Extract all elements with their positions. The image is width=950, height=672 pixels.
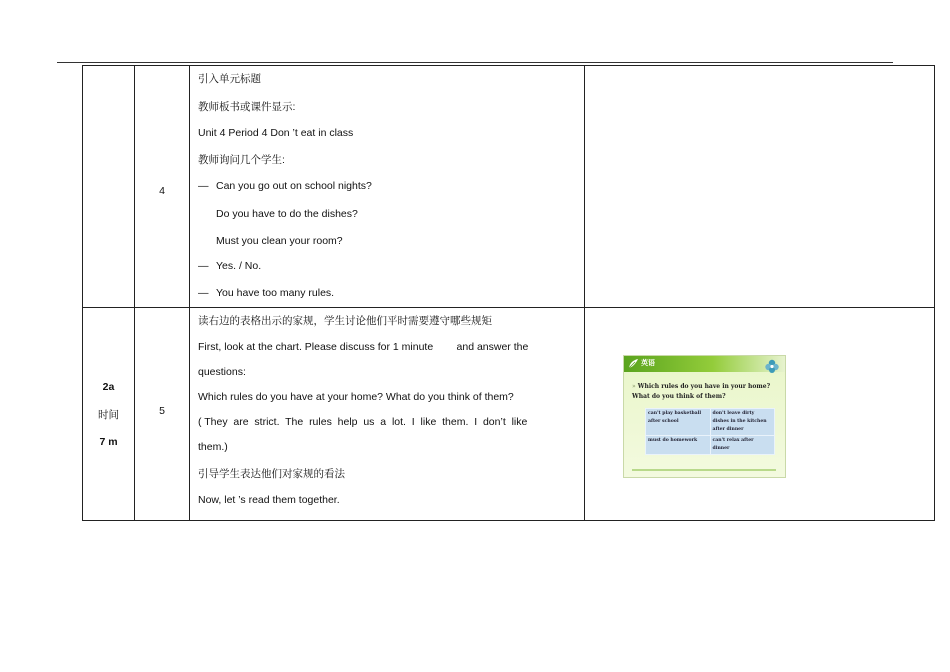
slide-header: [624, 356, 785, 372]
activity-line: — Can you go out on school nights?: [198, 180, 372, 192]
top-rule: [57, 62, 893, 63]
stage-code: 2a: [102, 380, 115, 393]
activity-cell: [190, 66, 585, 308]
activity-line: 引入单元标题: [198, 73, 261, 85]
step-number: 5: [159, 405, 165, 417]
activity-line: Which rules do you have at your home? What do you think of them?: [198, 391, 514, 403]
activity-line: 读右边的表格出示的家规，学生讨论他们平时需要遵守哪些规矩: [198, 315, 492, 327]
step-number: 4: [159, 185, 165, 197]
lesson-plan-table: [82, 65, 935, 521]
activity-line: 教师询问几个学生:: [198, 154, 285, 166]
slide-rules-grid: [645, 408, 775, 455]
activity-line: — You have too many rules.: [198, 287, 335, 299]
slide-grid-cell: must do homework: [646, 436, 711, 455]
slide-header-text: 英语: [641, 360, 655, 367]
stage-time-value: 7 m: [99, 435, 118, 448]
activity-line: them.): [198, 441, 228, 453]
media-cell: [585, 66, 935, 308]
activity-line: Do you have to do the dishes?: [216, 208, 358, 220]
slide-grid-cell: can't play basketball after school: [646, 409, 711, 436]
stage-cell: [83, 308, 135, 521]
activity-line: Now, let ’s read them together.: [198, 494, 340, 506]
activity-lines: [190, 71, 584, 299]
slide-grid-row: [646, 409, 775, 436]
stage-info: [83, 308, 134, 520]
activity-cell: [190, 308, 585, 521]
activity-line: Must you clean your room?: [216, 235, 343, 247]
activity-line: First, look at the chart. Please discuss for 1 minute and answer the: [198, 341, 529, 353]
step-cell: [135, 308, 190, 521]
stage-cell: [83, 66, 135, 308]
slide-footer-bar: [632, 469, 776, 471]
stage-time-label: 时间: [98, 408, 119, 421]
activity-line: Unit 4 Period 4 Don ’t eat in class: [198, 127, 354, 139]
activity-line: — Yes. / No.: [198, 260, 262, 272]
table-row: [83, 66, 935, 308]
slide-grid-cell: don't leave dirty dishes in the kitchen after dinner: [710, 409, 775, 436]
slide-grid-row: [646, 436, 775, 455]
slide-grid-cell: can't relax after dinner: [710, 436, 775, 455]
courseware-slide-thumbnail: [623, 355, 786, 478]
activity-line: 教师板书或课件显示:: [198, 101, 296, 113]
step-cell: [135, 66, 190, 308]
activity-line: 引导学生表达他们对家规的看法: [198, 468, 345, 480]
flower-decoration-icon: [763, 358, 781, 374]
slide-question: » Which rules do you have in your home? What do you think of them?: [632, 383, 771, 400]
activity-line: ( They are strict. The rules help us a lot. I like them. I don’t like: [198, 416, 528, 428]
activity-line: questions:: [198, 366, 246, 378]
activity-lines: [190, 313, 584, 506]
table-row: [83, 308, 935, 521]
leaf-logo-icon: [627, 358, 639, 370]
